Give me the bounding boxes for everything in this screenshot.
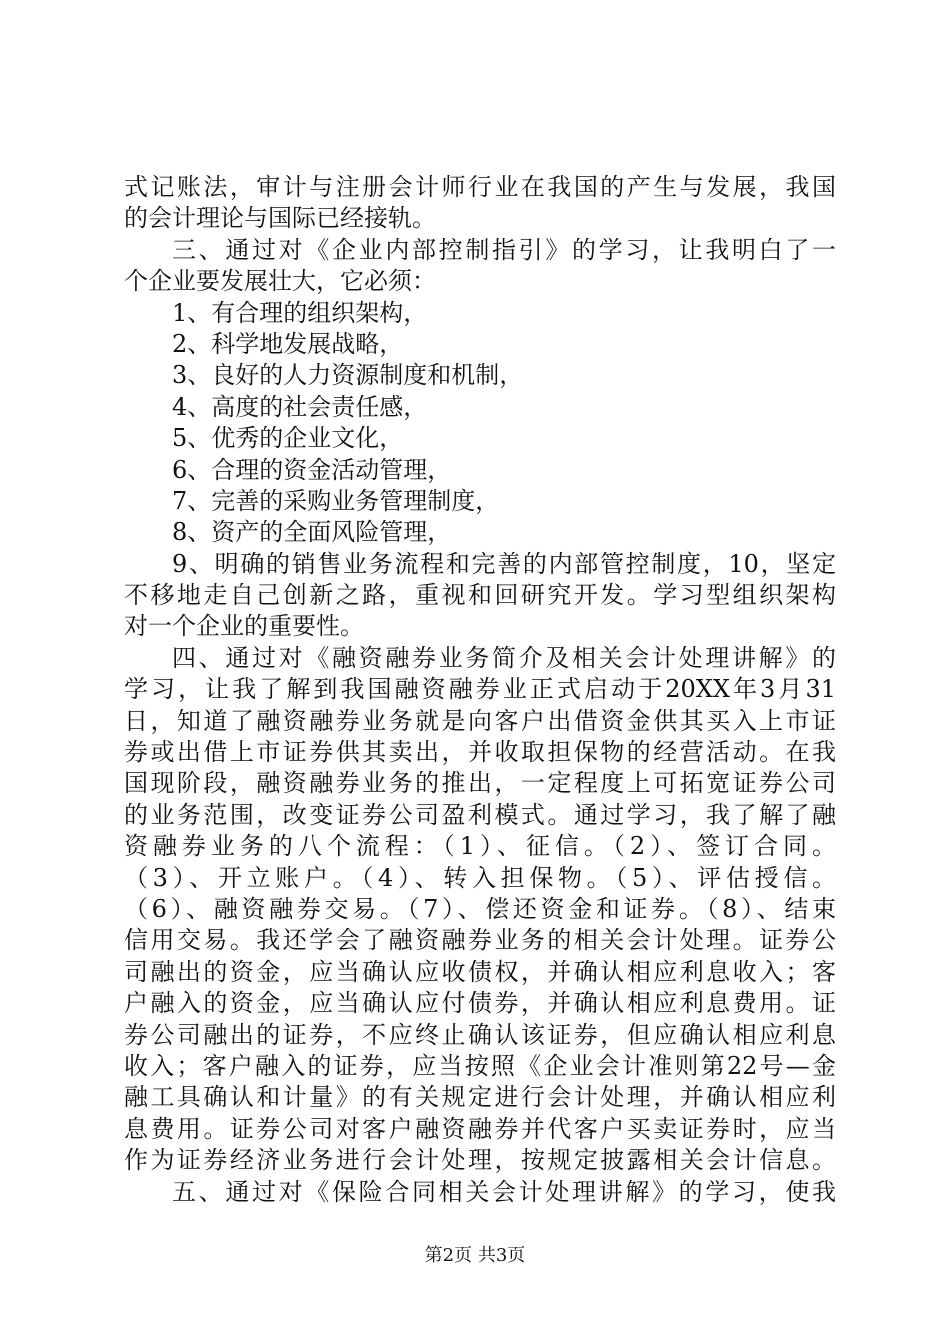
text-line: 券公司融出的证券，不应终止确认该证券，但应确认相应利息 — [124, 1020, 836, 1049]
text-line: 5、优秀的企业文化， — [172, 424, 404, 453]
text-line: 融工具确认和计量》的有关规定进行会计处理，并确认相应利 — [124, 1083, 836, 1112]
text-line: （6）、融资融券交易。（7）、偿还资金和证券。（8）、结束 — [124, 894, 836, 923]
text-line: 券或出借上市证券供其卖出，并收取担保物的经营活动。在我 — [124, 738, 836, 767]
text-line: 收入；客户融入的证券，应当按照《企业会计准则第22号—金 — [124, 1051, 836, 1080]
text-line: 日，知道了融资融券业务就是向客户出借资金供其买入上市证 — [124, 706, 836, 735]
text-line: 8、资产的全面风险管理， — [172, 518, 452, 547]
text-line: 的会计理论与国际已经接轨。 — [124, 204, 436, 233]
text-line: 作为证券经济业务进行会计处理，按规定披露相关会计信息。 — [124, 1146, 836, 1175]
text-line: 息费用。证券公司对客户融资融券并代客户买卖证券时，应当 — [124, 1114, 836, 1143]
text-line: 4、高度的社会责任感， — [172, 392, 428, 421]
text-line: 式记账法，审计与注册会计师行业在我国的产生与发展，我国 — [124, 173, 836, 201]
text-line: 9、明确的销售业务流程和完善的内部管控制度，10，坚定 — [172, 549, 836, 578]
text-line: 不移地走自己创新之路，重视和回研究开发。学习型组织架构 — [124, 581, 836, 610]
text-line: 司融出的资金，应当确认应收债权，并确认相应利息收入；客 — [124, 957, 836, 986]
text-line: 2、科学地发展战略， — [172, 329, 404, 358]
text-line: （3）、开立账户。（4）、转入担保物。（5）、评估授信。 — [124, 863, 836, 892]
text-line: 国现阶段，融资融券业务的推出，一定程度上可拓宽证券公司 — [124, 769, 836, 798]
text-line: 户融入的资金，应当确认应付债券，并确认相应利息费用。证 — [124, 989, 836, 1018]
text-line: 7、完善的采购业务管理制度， — [172, 486, 500, 515]
text-line: 信用交易。我还学会了融资融券业务的相关会计处理。证券公 — [124, 926, 836, 955]
text-line: 1、有合理的组织架构， — [172, 298, 428, 327]
text-line: 个企业要发展壮大，它必须： — [124, 267, 436, 296]
text-line: 的业务范围，改变证券公司盈利模式。通过学习，我了解了融 — [124, 800, 836, 829]
text-line: 3、良好的人力资源制度和机制， — [172, 361, 524, 390]
text-line: 四、通过对《融资融券业务简介及相关会计处理讲解》的 — [172, 643, 836, 672]
text-line: 对一个企业的重要性。 — [124, 612, 364, 641]
text-line: 三、通过对《企业内部控制指引》的学习，让我明白了一 — [172, 235, 836, 264]
text-line: 学习，让我了解到我国融资融券业正式启动于20XX年3月31 — [124, 675, 836, 704]
page-number-footer: 第2页 共3页 — [424, 1245, 526, 1266]
text-line: 6、合理的资金活动管理， — [172, 455, 452, 484]
document-body — [124, 172, 836, 1208]
text-line: 资融券业务的八个流程：（1）、征信。（2）、签订合同。 — [124, 832, 836, 861]
text-line: 五、通过对《保险合同相关会计处理讲解》的学习，使我 — [172, 1177, 836, 1206]
